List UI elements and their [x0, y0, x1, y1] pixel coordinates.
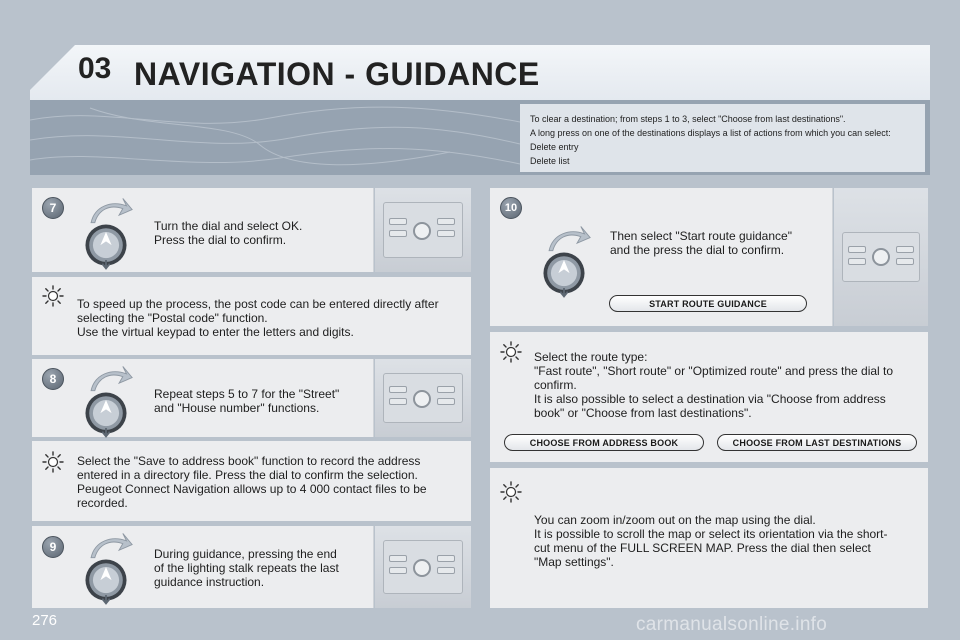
text-line: confirm.	[534, 378, 577, 392]
choose-from-address-book-button[interactable]: CHOOSE FROM ADDRESS BOOK	[504, 434, 704, 451]
text-line: and the press the dial to confirm.	[610, 243, 785, 257]
dial-icon	[536, 220, 592, 300]
info-line: A long press on one of the destinations displays a list of actions from which you can select:	[530, 128, 891, 138]
text-line: entered in a directory file. Press the dial to confirm the selection.	[77, 468, 418, 482]
info-box	[520, 104, 925, 172]
tip-route-type-text	[534, 350, 924, 420]
text-line: Select the "Save to address book" function to record the address	[77, 454, 421, 468]
step-9-text	[154, 547, 369, 589]
console-thumbnail	[375, 188, 471, 272]
info-line: Delete list	[530, 156, 570, 166]
choose-from-last-destinations-button[interactable]: CHOOSE FROM LAST DESTINATIONS	[717, 434, 917, 451]
console-thumbnail	[375, 526, 471, 608]
text-line: and "House number" functions.	[154, 401, 320, 415]
tip-sun-icon	[500, 481, 522, 503]
text-line: recorded.	[77, 496, 128, 510]
text-line: selecting the "Postal code" function.	[77, 311, 268, 325]
text-line: Press the dial to confirm.	[154, 233, 287, 247]
console-thumbnail	[375, 359, 471, 437]
chapter-number: 03	[78, 52, 112, 85]
text-line: To speed up the process, the post code can be entered directly after	[77, 297, 439, 311]
watermark: carmanualsonline.info	[636, 614, 828, 635]
text-line: cut menu of the FULL SCREEN MAP. Press the dial then select	[534, 541, 871, 555]
text-line: guidance instruction.	[154, 575, 265, 589]
text-line: Select the route type:	[534, 350, 648, 364]
tip-zoom-text	[534, 513, 924, 569]
step-badge: 10	[500, 197, 522, 219]
step-badge: 9	[42, 536, 64, 558]
tip-sun-icon	[42, 451, 64, 473]
tip-sun-icon	[500, 341, 522, 363]
tip-address-book-text	[77, 454, 469, 510]
step-10-text	[610, 229, 828, 257]
text-line: Use the virtual keypad to enter the letters and digits.	[77, 325, 354, 339]
dial-icon	[78, 527, 134, 607]
text-line: Turn the dial and select OK.	[154, 219, 303, 233]
info-line: Delete entry	[530, 142, 579, 152]
text-line: It is also possible to select a destination via "Choose from address	[534, 392, 886, 406]
text-line: It is possible to scroll the map or select its orientation via the short-	[534, 527, 888, 541]
text-line: During guidance, pressing the end	[154, 547, 337, 561]
tip-postcode-text	[77, 297, 467, 339]
text-line: Peugeot Connect Navigation allows up to 4 000 contact files to be	[77, 482, 427, 496]
dial-icon	[78, 360, 134, 440]
step-8-text	[154, 387, 369, 415]
step-badge: 7	[42, 197, 64, 219]
text-line: "Fast route", "Short route" or "Optimized route" and press the dial to	[534, 364, 894, 378]
text-line: of the lighting stalk repeats the last	[154, 561, 339, 575]
page-title: NAVIGATION - GUIDANCE	[134, 56, 540, 92]
dial-icon	[78, 192, 134, 272]
step-7-text	[154, 219, 369, 247]
page-number: 276	[32, 612, 58, 629]
text-line: Then select "Start route guidance"	[610, 229, 792, 243]
text-line: You can zoom in/zoom out on the map using the dial.	[534, 513, 816, 527]
console-thumbnail	[834, 188, 928, 326]
text-line: book" or "Choose from last destinations".	[534, 406, 752, 420]
info-line: To clear a destination; from steps 1 to 3, select "Choose from last destinations".	[530, 114, 846, 124]
step-badge: 8	[42, 368, 64, 390]
tip-sun-icon	[42, 285, 64, 307]
start-route-guidance-button[interactable]: START ROUTE GUIDANCE	[609, 295, 807, 312]
text-line: Repeat steps 5 to 7 for the "Street"	[154, 387, 340, 401]
text-line: "Map settings".	[534, 555, 614, 569]
